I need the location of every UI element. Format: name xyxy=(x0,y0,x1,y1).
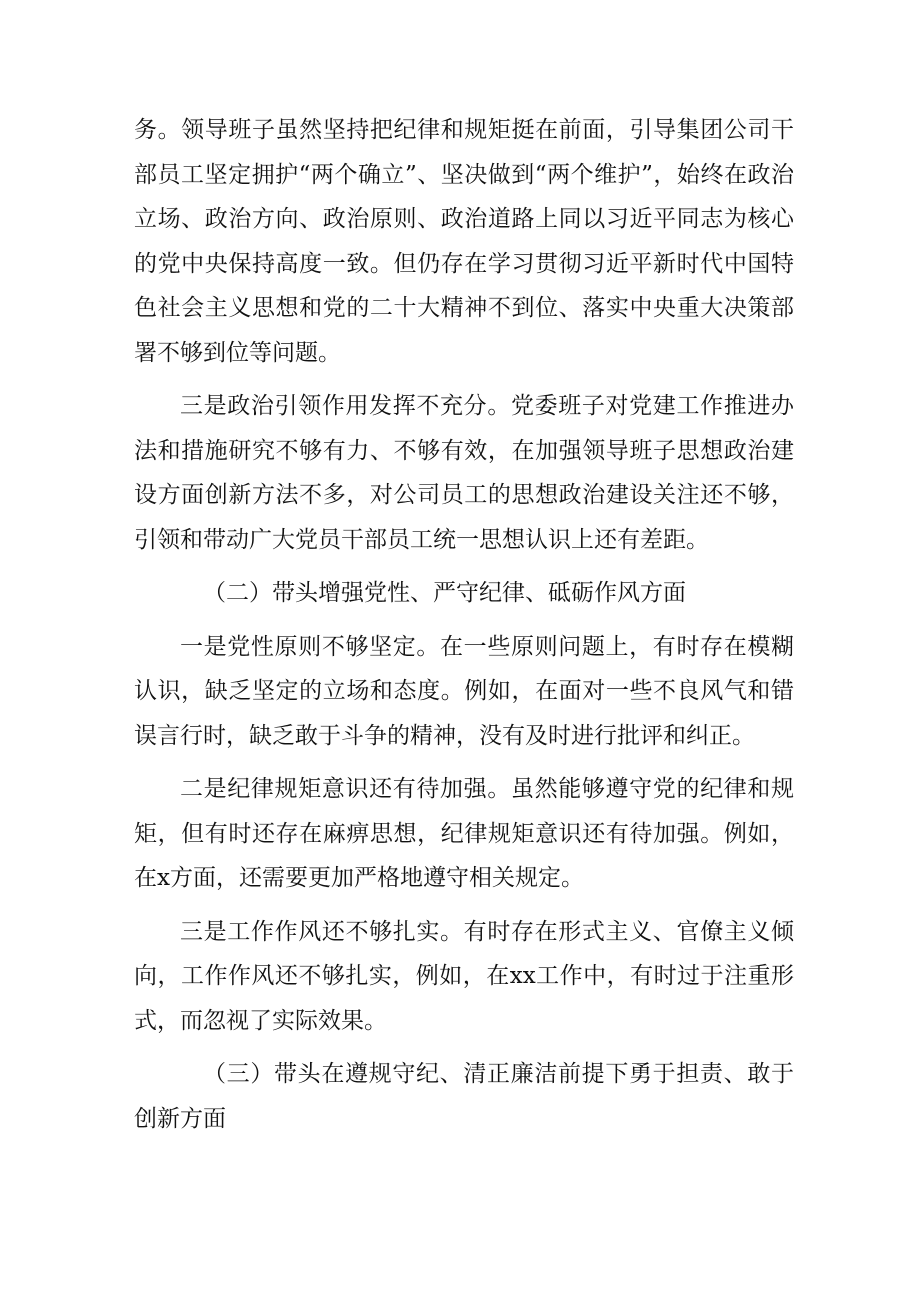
paragraph-party-principle: 一是党性原则不够坚定。在一些原则问题上，有时存在模糊认识，缺乏坚定的立场和态度。例如，在面对一些不良风气和错误言行时，缺乏敢于斗争的精神，没有及时进行批评和纠正。 xyxy=(134,633,794,749)
paragraph-work-style: 三是工作作风还不够扎实。有时存在形式主义、官僚主义倾向，工作作风还不够扎实，例如，在xx工作中，有时过于注重形式，而忽视了实际效果。 xyxy=(134,918,794,1034)
paragraph-political-leadership: 三是政治引领作用发挥不充分。党委班子对党建工作推进办法和措施研究不够有力、不够有效，在加强领导班子思想政治建设方面创新方法不多，对公司员工的思想政治建设关注还不够，引领和带动广大党员干部员工统一思想认识上还有差距。 xyxy=(134,393,794,553)
section-heading-responsibility-innovation: （三）带头在遵规守纪、清正廉洁前提下勇于担责、敢于创新方面 xyxy=(134,1061,794,1132)
paragraph-discipline-awareness: 二是纪律规矩意识还有待加强。虽然能够遵守党的纪律和规矩，但有时还存在麻痹思想，纪律规矩意识还有待加强。例如，在x方面，还需要更加严格地遵守相关规定。 xyxy=(134,776,794,891)
section-heading-party-spirit: （二）带头增强党性、严守纪律、砥砺作风方面 xyxy=(203,580,686,606)
document-body xyxy=(134,108,794,1150)
paragraph-continuation: 务。领导班子虽然坚持把纪律和规矩挺在前面，引导集团公司干部员工坚定拥护“两个确立”、坚决做到“两个维护”，始终在政治立场、政治方向、政治原则、政治道路上同以习近平同志为核心的党中央保持高度一致。但仍存在学习贯彻习近平新时代中国特色社会主义思想和党的二十大精神不到位、落实中央重大决策部署不够到位等问题。 xyxy=(134,117,794,366)
